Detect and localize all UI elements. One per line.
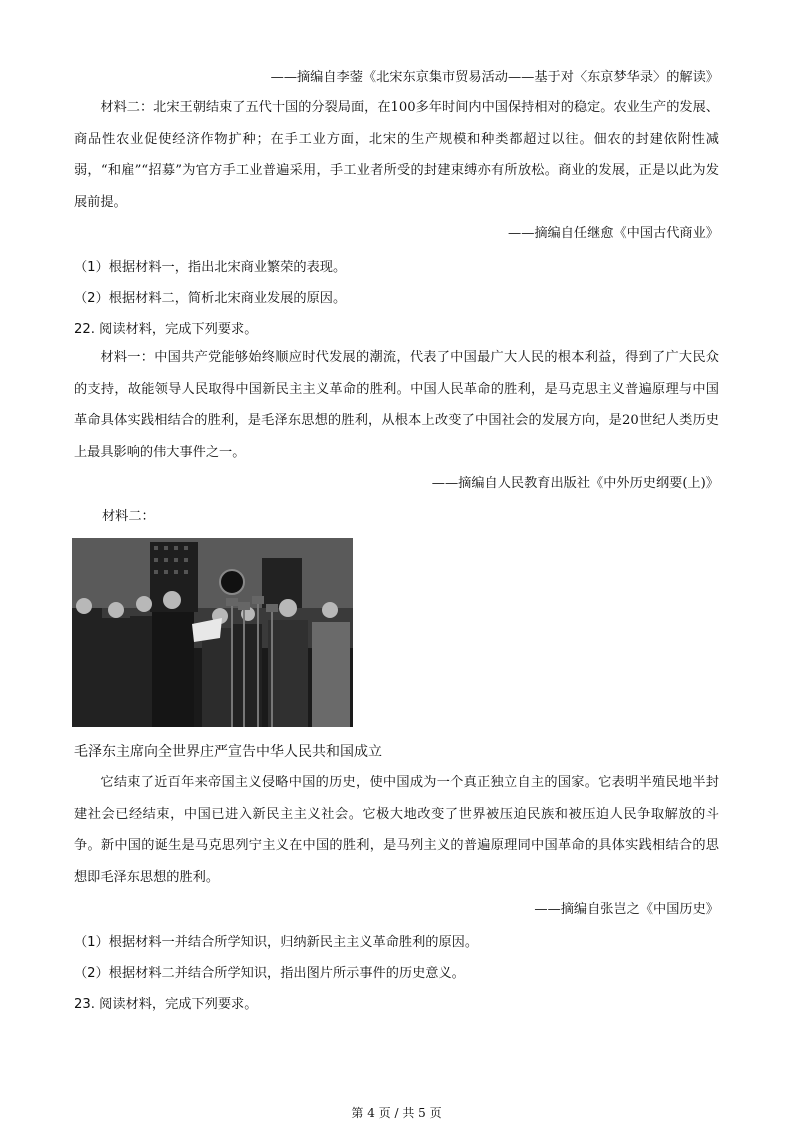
founding-ceremony-photo	[72, 538, 353, 727]
question-22-1: （1）根据材料一并结合所学知识，归纳新民主主义革命胜利的原因。	[74, 935, 479, 950]
photo-caption: 毛泽东主席向全世界庄严宣告中华人民共和国成立	[74, 744, 382, 760]
q22-source-citation-2: ——摘编自张岂之《中国历史》	[534, 902, 719, 917]
source-citation-2: ——摘编自任继愈《中国古代商业》	[508, 226, 719, 241]
q22-material-2-label: 材料二：	[102, 509, 155, 524]
material-2-paragraph: 材料二：北宋王朝结束了五代十国的分裂局面，在100多年时间内中国保持相对的稳定。农业生产的发展、商品性农业促使经济作物扩种；在手工业方面，北宋的生产规模和种类都超过以往。佃农的封建依附性减弱，“和雇”“招募”为官方手工业普遍采用，手工业者所受的封建束缚亦有所放松。商业的发展，正是以此为发展前提。	[74, 100, 719, 211]
question-22-heading: 22. 阅读材料，完成下列要求。	[74, 322, 258, 337]
q22-material-1-paragraph: 材料一：中国共产党能够始终顺应时代发展的潮流，代表了中国最广大人民的根本利益，得到了广大民众的支持，故能领导人民取得中国新民主主义革命的胜利。中国人民革命的胜利，是马克思主义普遍原理与中国革命具体实践相结合的胜利，是毛泽东思想的胜利，从根本上改变了中国社会的发展方向，是20世纪人类历史上最具影响的伟大事件之一。	[74, 350, 719, 461]
page-footer: 第 4 页 / 共 5 页	[351, 1106, 442, 1120]
question-21-2: （2）根据材料二，简析北宋商业发展的原因。	[74, 291, 347, 306]
q22-material-2-paragraph: 它结束了近百年来帝国主义侵略中国的历史，使中国成为一个真正独立自主的国家。它表明半殖民地半封建社会已经结束，中国已进入新民主主义社会。它极大地改变了世界被压迫民族和被压迫人民争取解放的斗争。新中国的诞生是马克思列宁主义在中国的胜利，是马列主义的普遍原理同中国革命的具体实践相结合的思想即毛泽东思想的胜利。	[74, 775, 719, 886]
question-22-2: （2）根据材料二并结合所学知识，指出图片所示事件的历史意义。	[74, 966, 465, 981]
q22-source-citation-1: ——摘编自人民教育出版社《中外历史纲要(上)》	[431, 476, 719, 491]
question-21-1: （1）根据材料一，指出北宋商业繁荣的表现。	[74, 260, 347, 275]
source-citation-1: ——摘编自李蓥《北宋东京集市贸易活动——基于对〈东京梦华录〉的解读》	[270, 70, 719, 85]
question-23-heading: 23. 阅读材料，完成下列要求。	[74, 997, 258, 1012]
